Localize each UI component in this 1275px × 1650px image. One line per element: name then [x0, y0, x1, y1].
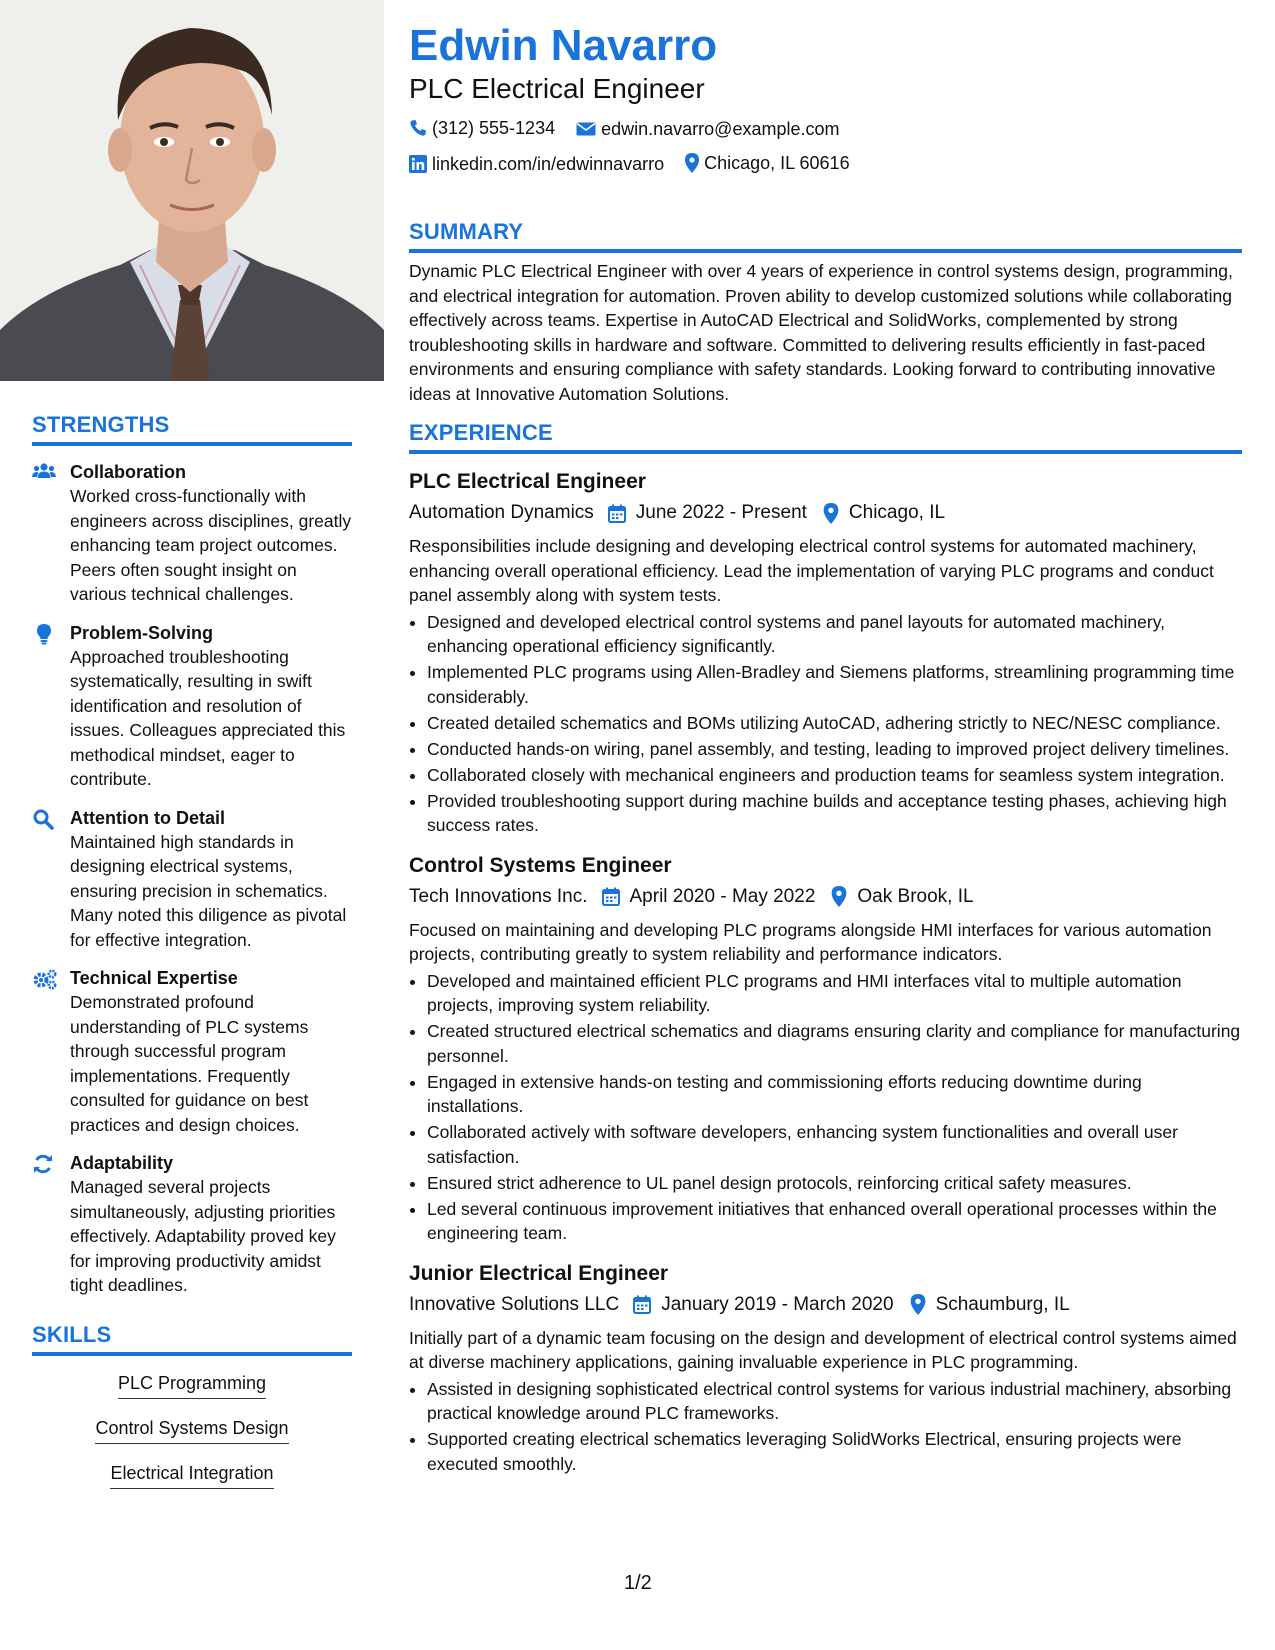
- users-icon: [32, 460, 70, 607]
- job-bullet: • Provided troubleshooting support during machine builds and acceptance testing phases, achieving high success rates.: [427, 789, 1242, 838]
- job-bullet: • Assisted in designing sophisticated electrical control systems for various industrial machinery, absorbing practical knowledge around PLC frameworks.: [427, 1377, 1242, 1426]
- strength-description: Demonstrated profound understanding of PLC systems through successful program implementations. Frequently consulted for guidance on best practices and design choices.: [70, 992, 309, 1135]
- lightbulb-icon: [32, 621, 70, 792]
- linkedin-icon: [409, 155, 427, 173]
- skill-item: PLC Programming: [118, 1370, 266, 1399]
- strength-description: Managed several projects simultaneously, adjusting priorities effectively. Adaptability proved key for improving productivity amidst tight deadlines.: [70, 1177, 336, 1295]
- job-description: Focused on maintaining and developing PLC programs alongside HMI interfaces for various automation projects, contributing greatly to system reliability and performance indicators.: [409, 919, 1212, 964]
- job-title: Control Systems Engineer: [409, 853, 672, 877]
- strength-title: Technical Expertise: [70, 968, 238, 988]
- job-location: Oak Brook, IL: [857, 885, 974, 907]
- job-location: Chicago, IL: [848, 502, 946, 523]
- job-title: PLC Electrical Engineer: [409, 470, 646, 493]
- strength-item: [32, 1151, 352, 1298]
- strength-title: Attention to Detail: [70, 807, 225, 828]
- job-company: Innovative Solutions LLC: [409, 1293, 620, 1315]
- job-bullets: [409, 969, 1242, 1246]
- job-bullet: • Developed and maintained efficient PLC programs and HMI interfaces vital to multiple automation projects, improving system reliability.: [427, 969, 1242, 1018]
- location-contact: [685, 147, 849, 179]
- job-bullet: • Designed and developed electrical control systems and panel layouts for automated machinery, enhancing operational efficiency significantly.: [427, 610, 1242, 659]
- skills-list: [32, 1370, 352, 1505]
- skill-item: Electrical Integration: [110, 1460, 273, 1489]
- summary-heading: SUMMARY: [409, 219, 1242, 253]
- gears-icon: [32, 966, 70, 1137]
- phone-contact[interactable]: [409, 112, 555, 144]
- sidebar: [32, 412, 352, 1505]
- job-bullet: • Created detailed schematics and BOMs utilizing AutoCAD, adhering strictly to NEC/NESC compliance.: [427, 711, 1242, 736]
- page-number: 1/2: [624, 1572, 652, 1594]
- map-pin-icon: [685, 153, 699, 173]
- job-bullets: [409, 1377, 1242, 1477]
- job-dates: January 2019 - March 2020: [661, 1293, 894, 1315]
- job-bullet: • Led several continuous improvement initiatives that enhanced overall operational processes within the engineering team.: [427, 1197, 1242, 1246]
- job-bullet: • Engaged in extensive hands-on testing and commissioning efforts reducing downtime during installations.: [427, 1070, 1242, 1119]
- job-entry: [409, 852, 1242, 1246]
- search-icon: [32, 806, 70, 953]
- contact-info: [409, 112, 1242, 183]
- strength-title: Collaboration: [70, 462, 186, 482]
- linkedin-text: linkedin.com/in/edwinnavarro: [432, 154, 665, 174]
- phone-icon: [409, 119, 427, 137]
- job-bullet: • Collaborated closely with mechanical engineers and production teams for seamless system integration.: [427, 763, 1242, 788]
- strength-description: Approached troubleshooting systematically, resulting in swift identification and resolution of issues. Colleagues appreciated this methodical mindset, eager to contribute.: [70, 646, 346, 789]
- map-pin-icon: [831, 886, 847, 907]
- job-title: Junior Electrical Engineer: [409, 1261, 669, 1285]
- job-description: Responsibilities include designing and developing electrical control systems for automated machinery, enhancing overall operational efficiency. Lead the implementation of varying PLC programs and conduct panel assembly along with system tests.: [409, 536, 1214, 605]
- job-dates: April 2020 - May 2022: [629, 885, 816, 907]
- job-bullet: • Ensured strict adherence to UL panel design protocols, reinforcing critical safety measures.: [427, 1171, 1242, 1196]
- email-text: edwin.navarro@example.com: [601, 119, 840, 139]
- calendar-icon: [608, 504, 626, 523]
- calendar-icon: [602, 887, 620, 906]
- candidate-name: Edwin Navarro: [409, 21, 718, 70]
- summary-text: Dynamic PLC Electrical Engineer with over 4 years of experience in control systems design, programming, and electrical integration for automation. Proven ability to develop customized solutions while collaborating effectively across teams. Expertise in AutoCAD Electrical and SolidWorks, complemented by strong troubleshooting skills in hardware and software. Committed to delivering results efficiently in fast-paced environments and ensuring compliance with safety standards. Looking forward to contributing innovative ideas at Innovative Automation Solutions.: [409, 261, 1233, 404]
- strength-item: [32, 460, 352, 607]
- portrait-illustration: [0, 0, 384, 381]
- job-bullet: • Supported creating electrical schematics leveraging SolidWorks Electrical, ensuring projects were executed smoothly.: [427, 1427, 1242, 1476]
- experience-heading: EXPERIENCE: [409, 420, 1242, 454]
- strength-description: Maintained high standards in designing electrical systems, ensuring precision in schematics. Many noted this diligence as pivotal for effective integration.: [70, 831, 347, 950]
- job-entry: [409, 468, 1242, 838]
- strength-item: [32, 806, 352, 953]
- calendar-icon: [633, 1295, 651, 1314]
- map-pin-icon: [910, 1294, 926, 1315]
- strengths-heading: STRENGTHS: [32, 412, 352, 446]
- job-bullet: • Created structured electrical schematics and diagrams ensuring clarity and compliance for manufacturing personnel.: [427, 1019, 1242, 1068]
- job-entry: [409, 1260, 1242, 1477]
- job-location: Schaumburg, IL: [935, 1293, 1070, 1315]
- location-text: Chicago, IL 60616: [704, 153, 850, 173]
- job-bullets: [409, 610, 1242, 838]
- phone-text: (312) 555-1234: [432, 118, 556, 138]
- linkedin-contact[interactable]: [409, 148, 664, 180]
- sync-icon: [32, 1151, 70, 1298]
- strength-title: Problem-Solving: [70, 622, 214, 643]
- strength-item: [32, 966, 352, 1137]
- job-bullet: • Conducted hands-on wiring, panel assembly, and testing, leading to improved project delivery timelines.: [427, 737, 1242, 762]
- job-dates: June 2022 - Present: [635, 502, 807, 523]
- candidate-title: PLC Electrical Engineer: [409, 73, 705, 104]
- skill-item: Control Systems Design: [95, 1415, 288, 1444]
- job-bullet: • Collaborated actively with software developers, enhancing system functionalities and overall user satisfaction.: [427, 1120, 1242, 1169]
- job-bullet: • Implemented PLC programs using Allen-Bradley and Siemens platforms, streamlining programming time considerably.: [427, 660, 1242, 709]
- main-content: [409, 20, 1242, 1478]
- job-description: Initially part of a dynamic team focusing on the design and development of electrical control systems aimed at diverse machinery applications, gaining invaluable experience in PLC programming.: [409, 1327, 1237, 1372]
- profile-photo: [0, 0, 384, 381]
- job-company: Automation Dynamics: [409, 502, 594, 523]
- map-pin-icon: [823, 503, 839, 524]
- envelope-icon: [576, 121, 596, 137]
- strength-title: Adaptability: [70, 1153, 174, 1173]
- strength-description: Worked cross-functionally with engineers across disciplines, greatly enhancing team project outcomes. Peers often sought insight on various technical challenges.: [70, 486, 352, 604]
- email-contact[interactable]: [576, 113, 839, 145]
- strength-item: [32, 621, 352, 792]
- skills-heading: SKILLS: [32, 1322, 352, 1356]
- job-company: Tech Innovations Inc.: [409, 885, 588, 907]
